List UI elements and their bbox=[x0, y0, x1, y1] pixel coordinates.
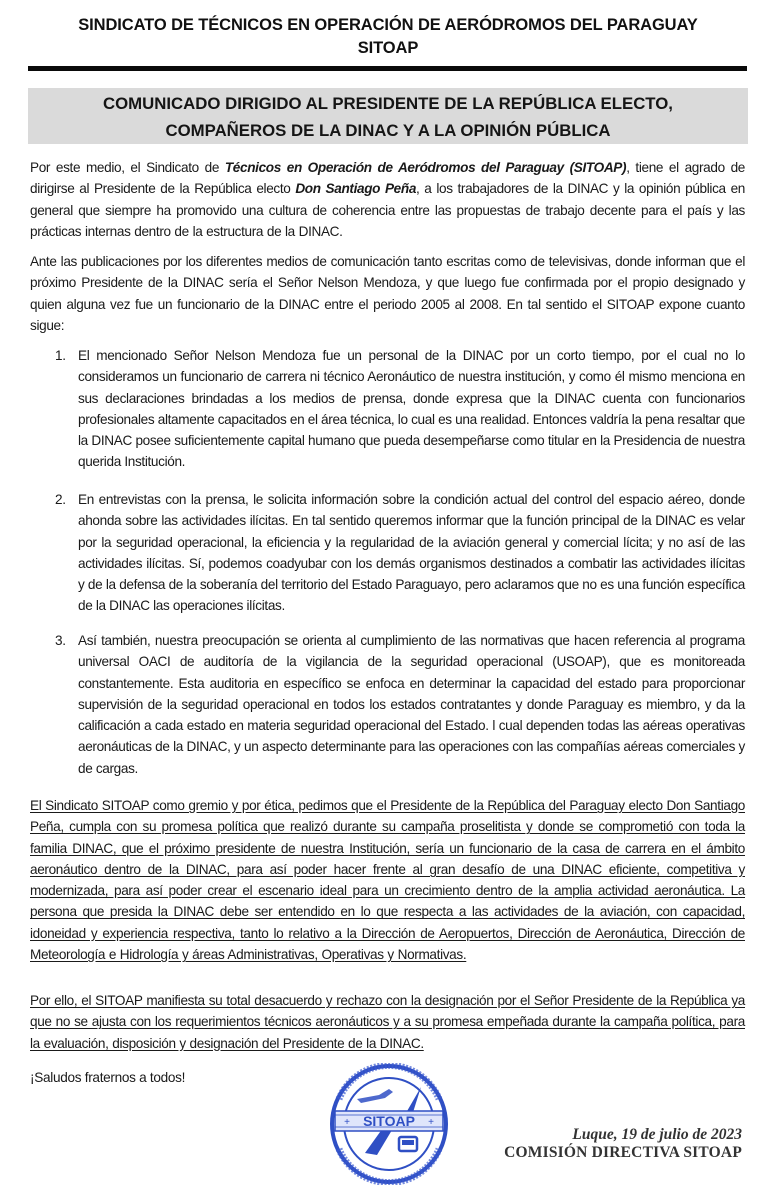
organization-header bbox=[28, 14, 748, 60]
seal-label: SITOAP bbox=[363, 1113, 415, 1129]
list-number: 2. bbox=[55, 492, 66, 507]
organization-acronym: SITOAP bbox=[357, 39, 419, 57]
signature-block bbox=[504, 1126, 742, 1162]
communique-title-banner bbox=[28, 88, 748, 144]
closing-greeting: ¡Saludos fraternos a todos! bbox=[30, 1070, 186, 1085]
list-number: 3. bbox=[55, 633, 66, 648]
list-text: Así también, nuestra preocupación se orienta al cumplimiento de las normativas que hacen referencia al programa universal OACI de auditoría de la vigilancia de la seguridad operacional (USOAP), que es monitoreada constantemente. Esta auditoria en específico se enfoca en determinar la capacidad del estado para proporcionar supervisión de la seguridad operacional en todos los estados contratantes y donde Paraguay es miembro, y da la calificación a cada estado en materia seguridad operacional del Estado. l cual dependen todas las aéreas operativas aeronáuticas de la DINAC, y un aspecto determinante para las operaciones con las compañías aéreas comerciales y de cargas. bbox=[78, 633, 745, 776]
context-text: Ante las publicaciones por los diferentes medios de comunicación tanto escritas como de televisivas, donde informan que el próximo Presidente de la DINAC sería el Señor Nelson Mendoza, y que luego fue confirmada por el propio designado y quien alguna vez fue un funcionario de la DINAC entre el periodo 2005 al 2008. En tal sentido el SITOAP expone cuanto sigue: bbox=[30, 254, 745, 333]
svg-text:+: + bbox=[428, 1117, 434, 1128]
list-number: 1. bbox=[55, 348, 66, 363]
list-item-3 bbox=[55, 630, 745, 779]
signature-place-date: Luque, 19 de julio de 2023 bbox=[572, 1126, 742, 1143]
svg-text:+: + bbox=[344, 1117, 350, 1128]
intro-text-2: , tiene el agrado de dirigirse al Presidente de la República electo bbox=[30, 160, 745, 197]
seal-icon bbox=[329, 1063, 449, 1185]
communique-title-line-2: COMPAÑEROS DE LA DINAC Y A LA OPINIÓN PÚBLICA bbox=[165, 121, 611, 140]
list-text: El mencionado Señor Nelson Mendoza fue un personal de la DINAC por un corto tiempo, por el cual no lo consideramos un funcionario de carrera ni técnico Aeronáutico de nuestra institución, y como él mismo menciona en sus declaraciones brindadas a los medios de prensa, donde expresa que la DINAC cuenta con funcionarios profesionales altamente capacitados en el área técnica, lo cual es una realidad. Entonces valdría la pena resaltar que la DINAC posee suficientemente capital humano que pueda desempeñarse como titular en la Presidencia de nuestra querida Institución. bbox=[78, 348, 745, 470]
communique-title-line-1: COMUNICADO DIRIGIDO AL PRESIDENTE DE LA REPÚBLICA ELECTO, bbox=[103, 94, 673, 113]
intro-text-1: Por este medio, el Sindicato de bbox=[30, 160, 225, 175]
rejection-paragraph bbox=[30, 990, 745, 1054]
context-paragraph bbox=[30, 251, 745, 336]
union-seal-stamp bbox=[329, 1063, 449, 1185]
organization-name: SINDICATO DE TÉCNICOS EN OPERACIÓN DE AERÓDROMOS DEL PARAGUAY bbox=[78, 16, 698, 34]
intro-union-name: Técnicos en Operación de Aeródromos del Paraguay (SITOAP) bbox=[224, 160, 627, 175]
list-item-1 bbox=[55, 345, 745, 473]
intro-president-name: Don Santiago Peña bbox=[295, 181, 417, 197]
intro-text-3: , a los trabajadores de la DINAC y la opinión pública en general que siempre ha promovido una cultura de coherencia entre las propuestas de trabajo decente para el país y las prácticas internas dentro de la estructura de la DINAC. bbox=[30, 181, 745, 239]
demand-text: El Sindicato SITOAP como gremio y por ética, pedimos que el Presidente de la República del Paraguay electo Don Santiago Peña, cumpla con su promesa política que realizó durante su campaña proselitista y donde se comprometió con toda la familia DINAC, que el próximo presidente de nuestra Institución, sería un funcionario de la casa de carrera en el ámbito aeronáutico dentro de la DINAC, para así poder hacer frente al gran desafío de una DINAC eficiente, competitiva y modernizada, para así poder crear el escenario ideal para un crecimiento dentro de la amplia actividad aeronáutica. La persona que presida la DINAC debe ser entendido en lo que respecta a las actividades de la aviación, con capacidad, idoneidad y experiencia respectiva, tanto lo relativo a la Dirección de Aeropuertos, Dirección de Aeronáutica, Dirección de Meteorología e Hidrología y áreas Administrativas, Operativas y Normativas. bbox=[30, 798, 745, 963]
list-text: En entrevistas con la prensa, le solicita información sobre la condición actual del control del espacio aéreo, donde ahonda sobre las actividades ilícitas. En tal sentido queremos informar que la función principal de la DINAC es velar por la seguridad operacional, la eficiencia y la regularidad de la aviación general y comercial lícita; y no así de las actividades ilícitas. Sí, podemos coadyubar con los demás organismos destinados a combatir las actividades ilícitas y de la defensa de la soberanía del territorio del Estado Paraguayo, pero aclaramos que no es una función específica de la DINAC las operaciones ilícitas. bbox=[78, 492, 745, 614]
signature-signatory: COMISIÓN DIRECTIVA SITOAP bbox=[504, 1144, 742, 1161]
header-divider bbox=[28, 66, 747, 71]
rejection-text: Por ello, el SITOAP manifiesta su total desacuerdo y rechazo con la designación por el Señor Presidente de la República ya que no se ajusta con los requerimientos técnicos aeronáuticos y a su promesa empeñada durante la campaña política, para la evaluación, disposición y designación del Presidente de la DINAC. bbox=[30, 993, 745, 1051]
intro-paragraph bbox=[30, 157, 745, 242]
list-item-2 bbox=[55, 489, 745, 617]
demand-paragraph bbox=[30, 795, 745, 965]
